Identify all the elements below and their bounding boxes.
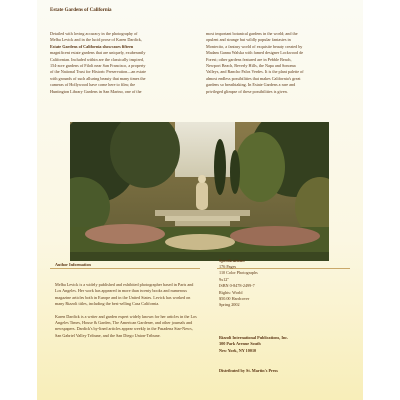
intro-line: of the National Trust for Historic Preservation—an estate	[50, 69, 146, 75]
intro-line: Melba Levick and in the lucid prose of Karen Dardick,	[50, 37, 142, 43]
intro-line: magnificent estate gardens that are uniquely, exuberantly	[50, 50, 146, 56]
distributor-line: Distributed by St. Martin's Press	[219, 368, 278, 373]
garden-photo-illustration	[70, 122, 329, 261]
intro-line: almost endless possibilities that makes California's great	[206, 75, 301, 81]
spec-line: Rights: World	[219, 289, 243, 295]
intro-line: cameras of Hollywood have come here to film; the	[50, 82, 136, 88]
intro-line: Madam Ganna Walska with famed designer Lockwood de	[206, 50, 304, 56]
publisher-line: New York, NY 10010	[219, 347, 257, 353]
specifications-list	[219, 264, 349, 309]
publisher-info	[219, 335, 349, 354]
author-bio-levick: Melba Levick is a widely published and exhibited photographer based in Paris and Los Angeles. Her work has appeared in more than twenty books and numerous magazine articles both in Europe and in the United States. Levick has worked on many Rizzoli titles, including the best-selling Casa California.	[55, 282, 194, 307]
divider	[50, 268, 200, 269]
intro-line: opulent and strange but wildly popular fantasies in	[206, 37, 291, 43]
publisher-line: Rizzoli International Publications, Inc.	[219, 335, 289, 340]
intro-line: 154-acre gardens of Filoli near San Francisco, a property	[50, 63, 146, 69]
intro-line: Estate Gardens of California showcases fifteen	[50, 43, 134, 49]
intro-line: Detailed with loving accuracy in the photography of	[50, 31, 138, 36]
intro-line: privileged glimpse of these possibilities is given.	[206, 88, 288, 94]
publisher-line: 300 Park Avenue South	[219, 341, 261, 347]
catalog-page	[37, 0, 363, 400]
intro-line: Forest; other gardens featured are in Pebble Beach,	[206, 56, 292, 62]
intro-line: Montecito, a fantasy world of exquisite beauty created by	[206, 43, 303, 49]
spec-line: ISBN 0-8478-2499-7	[219, 283, 255, 289]
page-title: Estate Gardens of California	[50, 8, 112, 13]
intro-line: most important botanical gardens in the world; and the	[206, 31, 298, 36]
intro-line: Newport Beach, Beverly Hills, the Napa and Sonoma	[206, 63, 296, 69]
intro-line: Californian. Included within are the classically inspired,	[50, 56, 144, 62]
intro-line: with grounds of such alluring beauty that many times the	[50, 75, 146, 81]
author-information	[55, 282, 198, 345]
garden-photo	[70, 122, 329, 261]
spec-line: Spring 2002	[219, 302, 240, 308]
intro-line: Huntington Library Gardens in San Marino, one of the	[50, 88, 142, 94]
intro-text-left	[50, 31, 193, 95]
author-bio-dardick: Karen Dardick is a writer and garden expert widely known for her articles in the Los Angeles Times, House & Garden, The American Gardener, and other journals and newspapers. Dardick's by-lined articles appear weekly in the Pasadena Star-News, San Gabriel Valley Tribune, and the San Diego Union-Tribune.	[55, 313, 197, 338]
spec-line: $50.00 Hardcover	[219, 296, 250, 302]
author-heading: Author Information	[55, 262, 91, 267]
intro-line: Valleys, and Rancho Palos Verdes. It is the plant palette of	[206, 69, 304, 75]
intro-text-right	[206, 31, 349, 95]
spec-line: 9x12"	[219, 276, 230, 282]
intro-line: gardens so breathtaking. In Estate Gardens a rare and	[206, 82, 296, 88]
spec-line: 110 Color Photographs	[219, 270, 258, 276]
spec-line: 176 Pages	[219, 264, 237, 269]
specs-heading: Specifications:	[219, 258, 246, 263]
